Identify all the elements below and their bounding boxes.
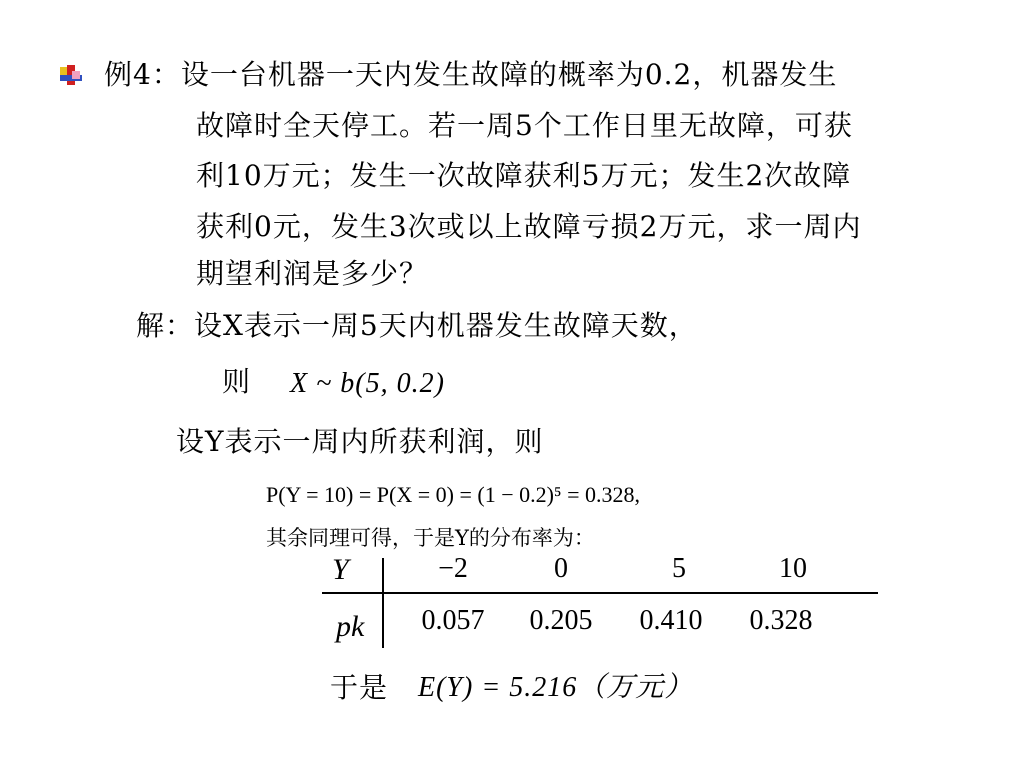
- probability-formula: P(Y = 10) = P(X = 0) = (1 − 0.2)⁵ = 0.328,: [266, 482, 640, 507]
- y-value: 10: [779, 553, 807, 584]
- example-line-4: 获利0元，发生3次或以上故障亏损2万元，求一周内: [196, 210, 862, 243]
- table-header-y: Y: [332, 553, 349, 586]
- y-value: −2: [438, 553, 468, 584]
- solution-line-2: 设Y表示一周内所获利润，则: [176, 425, 544, 458]
- example-line-3: 利10万元；发生一次故障获利5万元；发生2次故障: [196, 159, 852, 192]
- conclusion-label: 于是: [330, 671, 389, 704]
- distribution-formula: X ~ b(5, 0.2): [290, 368, 445, 399]
- p-value: 0.205: [529, 605, 593, 636]
- colored-square-bullet-icon: [58, 63, 84, 89]
- solution-line-1: 解：设X表示一周5天内机器发生故障天数，: [136, 309, 698, 342]
- y-value: 5: [672, 553, 686, 584]
- table-header-pk: pk: [336, 610, 365, 643]
- p-value: 0.328: [749, 605, 813, 636]
- expectation-result: E(Y) = 5.216（万元）: [418, 672, 694, 703]
- p-value: 0.057: [421, 605, 485, 636]
- example-line-1: 例4：设一台机器一天内发生故障的概率为0.2，机器发生: [104, 58, 838, 91]
- p-value: 0.410: [639, 605, 703, 636]
- y-value: 0: [554, 553, 568, 584]
- table-horizontal-rule: [322, 592, 878, 594]
- solution-line-3: 其余同理可得，于是Y的分布率为：: [266, 526, 595, 550]
- then-label: 则: [222, 365, 252, 398]
- example-line-2: 故障时全天停工。若一周5个工作日里无故障，可获: [196, 109, 853, 142]
- example-line-5: 期望利润是多少？: [196, 257, 429, 290]
- table-vertical-rule: [382, 558, 384, 648]
